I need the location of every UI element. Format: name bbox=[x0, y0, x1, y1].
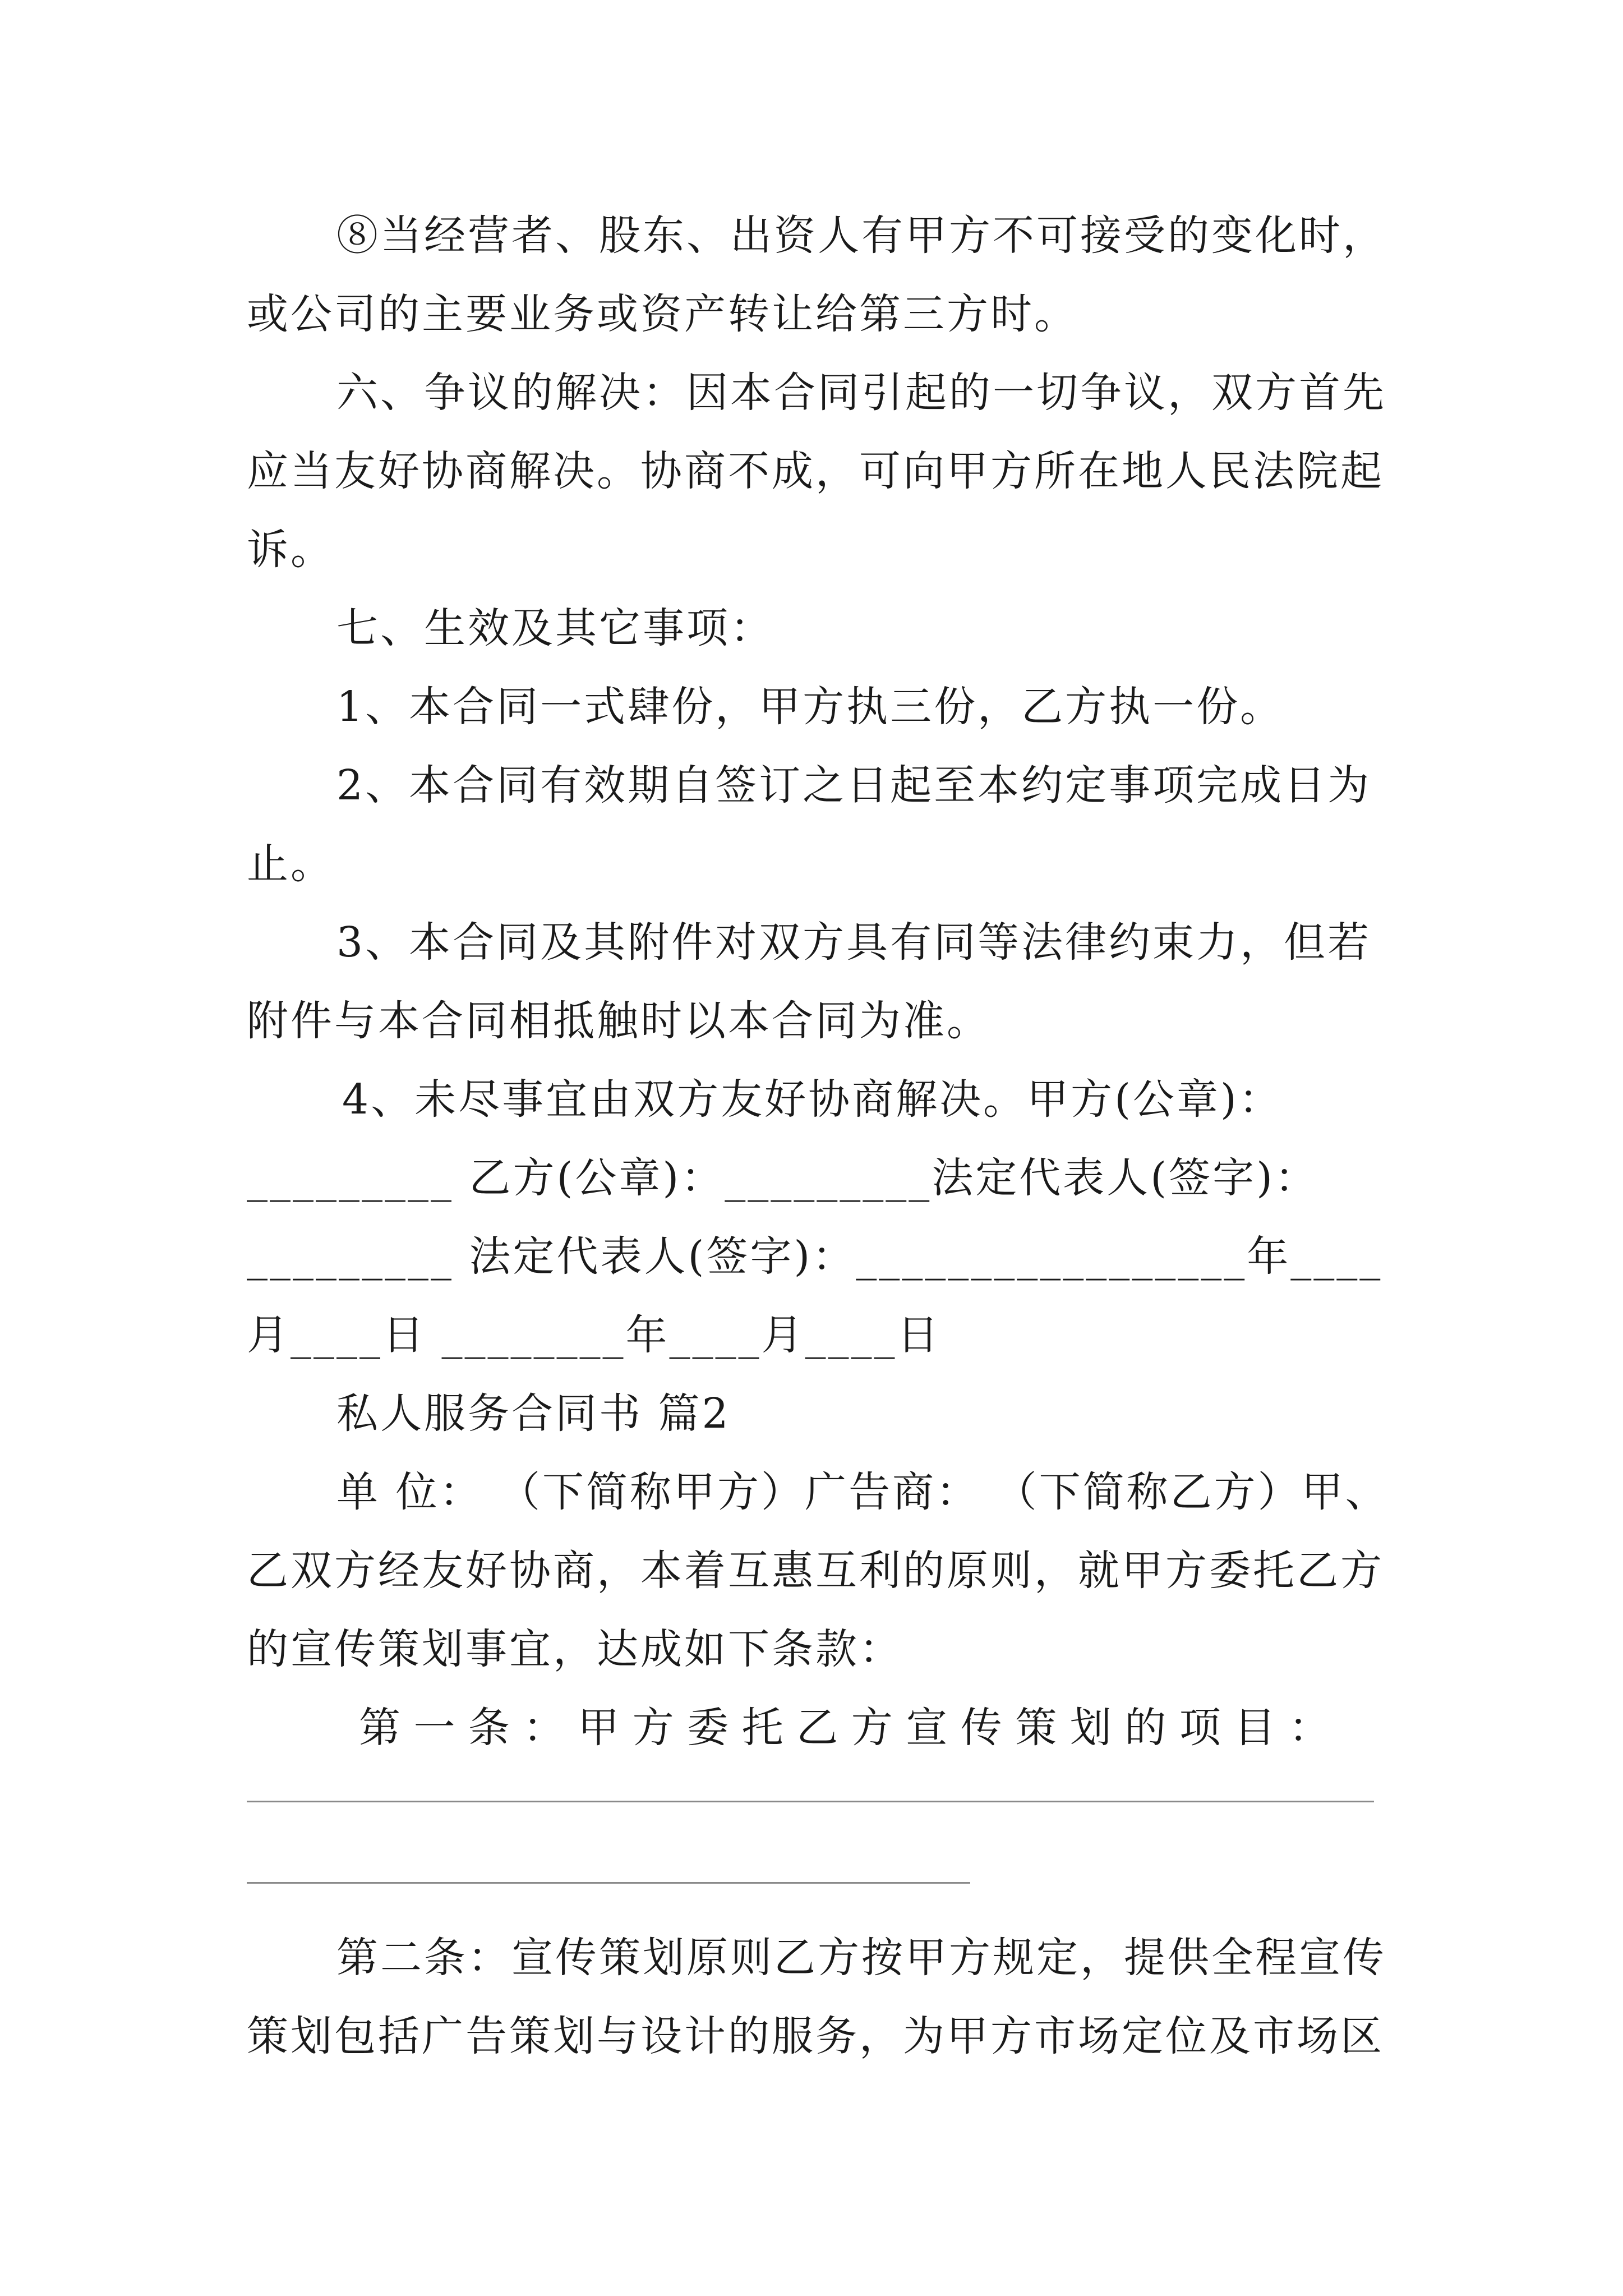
paragraph-line: 1、本合同一式肆份，甲方执三份，乙方执一份。 bbox=[336, 683, 1284, 731]
blank-underline bbox=[247, 1801, 1374, 1802]
paragraph-line: 乙双方经友好协商，本着互惠互利的原则，就甲方委托乙方 bbox=[247, 1547, 1384, 1595]
paragraph-line: 2、本合同有效期自签订之日起至本约定事项完成日为 bbox=[336, 761, 1372, 809]
paragraph-line: 3、本合同及其附件对双方具有同等法律约束力，但若 bbox=[336, 918, 1372, 967]
paragraph-line: 诉。 bbox=[247, 526, 334, 574]
blank-underline bbox=[247, 1882, 970, 1884]
paragraph-line: 或公司的主要业务或资产转让给第三方时。 bbox=[247, 290, 1078, 338]
section-heading: 七、生效及其它事项： bbox=[336, 604, 774, 652]
paragraph-line: 第二条：宣传策划原则乙方按甲方规定，提供全程宣传 bbox=[336, 1934, 1386, 1982]
paragraph-line: 的宣传策划事宜，达成如下条款： bbox=[247, 1625, 903, 1673]
document-subtitle: 私人服务合同书 篇2 bbox=[336, 1389, 731, 1438]
paragraph-line: 策划包括广告策划与设计的服务，为甲方市场定位及市场区 bbox=[247, 2012, 1384, 2060]
paragraph-line: ⑧当经营者、股东、出资人有甲方不可接受的变化时， bbox=[336, 211, 1386, 260]
paragraph-line: 应当友好协商解决。协商不成，可向甲方所在地人民法院起 bbox=[247, 447, 1384, 495]
paragraph-line: 单 位： （下简称甲方）广告商： （下简称乙方）甲、 bbox=[336, 1468, 1389, 1516]
paragraph-line: 止。 bbox=[247, 840, 334, 888]
paragraph-line: 六、争议的解决：因本合同引起的一切争议，双方首先 bbox=[336, 369, 1386, 417]
signature-line: 月____日 ________年____月____日 bbox=[247, 1311, 941, 1359]
paragraph-line: 4、未尽事宜由双方友好协商解决。甲方(公章)： bbox=[342, 1075, 1283, 1124]
article-heading: 第 一 条 ： 甲 方 委 托 乙 方 宣 传 策 划 的 项 目 ： bbox=[359, 1704, 1330, 1752]
signature-line: _________ 法定代表人(签字)：_________________年____ bbox=[247, 1232, 1383, 1281]
signature-line: _________ 乙方(公章)：_________法定代表人(签字)： bbox=[247, 1154, 1319, 1202]
paragraph-line: 附件与本合同相抵触时以本合同为准。 bbox=[247, 997, 990, 1045]
